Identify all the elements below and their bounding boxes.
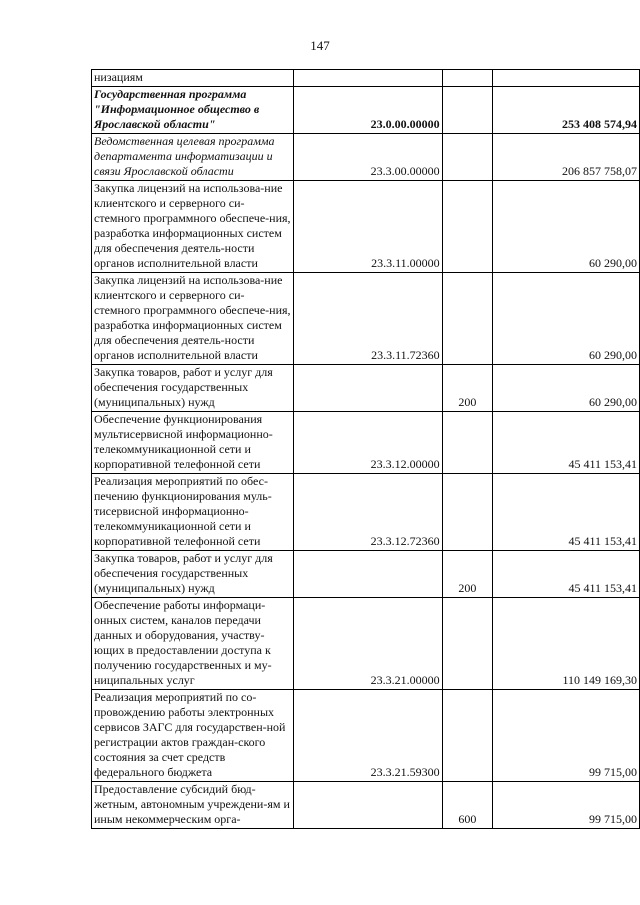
row-name-cell: Закупка лицензий на использова-ние клиентского и серверного си-стемного программного обеспече-ния, разработка информационных систем для обеспечения деятель-ности органов исполнительной власти xyxy=(92,181,294,273)
row-type-cell xyxy=(442,690,492,782)
budget-table xyxy=(91,69,640,829)
row-code-cell: 23.0.00.00000 xyxy=(293,87,442,134)
page-number: 147 xyxy=(310,38,330,53)
row-sum-cell: 206 857 758,07 xyxy=(493,134,640,181)
row-type-cell xyxy=(442,412,492,474)
table-row xyxy=(92,474,640,551)
row-type-cell xyxy=(442,273,492,365)
row-type-cell: 200 xyxy=(442,551,492,598)
table-row xyxy=(92,181,640,273)
row-code-cell xyxy=(293,551,442,598)
row-name-cell: низациям xyxy=(92,70,294,87)
row-code-cell xyxy=(293,70,442,87)
row-code-cell: 23.3.12.72360 xyxy=(293,474,442,551)
row-type-cell xyxy=(442,70,492,87)
row-sum-cell: 110 149 169,30 xyxy=(493,598,640,690)
row-name-cell: Закупка товаров, работ и услуг для обеспечения государственных (муниципальных) нужд xyxy=(92,365,294,412)
row-type-cell xyxy=(442,181,492,273)
row-sum-cell: 253 408 574,94 xyxy=(493,87,640,134)
table-row xyxy=(92,598,640,690)
row-sum-cell: 45 411 153,41 xyxy=(493,474,640,551)
table-row xyxy=(92,782,640,829)
row-name-cell: Реализация мероприятий по со-провождению работы электронных сервисов ЗАГС для государствен-ной регистрации актов граждан-ского состояния за счет средств федерального бюджета xyxy=(92,690,294,782)
table-row xyxy=(92,87,640,134)
row-type-cell xyxy=(442,474,492,551)
row-type-cell xyxy=(442,87,492,134)
row-code-cell: 23.3.21.59300 xyxy=(293,690,442,782)
row-name-cell: Государственная программа "Информационное общество в Ярославской области" xyxy=(92,87,294,134)
budget-table-body xyxy=(92,70,640,829)
row-sum-cell: 60 290,00 xyxy=(493,181,640,273)
row-sum-cell: 45 411 153,41 xyxy=(493,551,640,598)
row-type-cell: 200 xyxy=(442,365,492,412)
row-code-cell: 23.3.12.00000 xyxy=(293,412,442,474)
row-type-cell: 600 xyxy=(442,782,492,829)
row-sum-cell: 45 411 153,41 xyxy=(493,412,640,474)
row-name-cell: Закупка товаров, работ и услуг для обеспечения государственных (муниципальных) нужд xyxy=(92,551,294,598)
table-row xyxy=(92,273,640,365)
row-type-cell xyxy=(442,134,492,181)
table-row xyxy=(92,70,640,87)
row-code-cell: 23.3.21.00000 xyxy=(293,598,442,690)
row-name-cell: Предоставление субсидий бюд-жетным, автономным учреждени-ям и иным некоммерческим орга- xyxy=(92,782,294,829)
row-type-cell xyxy=(442,598,492,690)
row-code-cell: 23.3.11.72360 xyxy=(293,273,442,365)
row-sum-cell: 60 290,00 xyxy=(493,273,640,365)
table-row xyxy=(92,690,640,782)
table-row xyxy=(92,134,640,181)
row-code-cell: 23.3.11.00000 xyxy=(293,181,442,273)
table-row xyxy=(92,412,640,474)
table-row xyxy=(92,365,640,412)
row-name-cell: Ведомственная целевая программа департамента информатизации и связи Ярославской области xyxy=(92,134,294,181)
row-sum-cell xyxy=(493,70,640,87)
row-sum-cell: 99 715,00 xyxy=(493,782,640,829)
row-sum-cell: 99 715,00 xyxy=(493,690,640,782)
row-code-cell: 23.3.00.00000 xyxy=(293,134,442,181)
row-name-cell: Реализация мероприятий по обес-печению функционирования муль-тисервисной информационно-телекоммуникационной сети и корпоративной телефонной сети xyxy=(92,474,294,551)
row-name-cell: Обеспечение функционирования мультисервисной информационно-телекоммуникационной сети и корпоративной телефонной сети xyxy=(92,412,294,474)
row-name-cell: Обеспечение работы информаци-онных систем, каналов передачи данных и оборудования, участву-ющих в предоставлении доступа к получению государственных и му-ниципальных услуг xyxy=(92,598,294,690)
row-code-cell xyxy=(293,365,442,412)
row-sum-cell: 60 290,00 xyxy=(493,365,640,412)
row-name-cell: Закупка лицензий на использова-ние клиентского и серверного си-стемного программного обеспече-ния, разработка информационных систем для обеспечения деятель-ности органов исполнительной власти xyxy=(92,273,294,365)
table-row xyxy=(92,551,640,598)
row-code-cell xyxy=(293,782,442,829)
